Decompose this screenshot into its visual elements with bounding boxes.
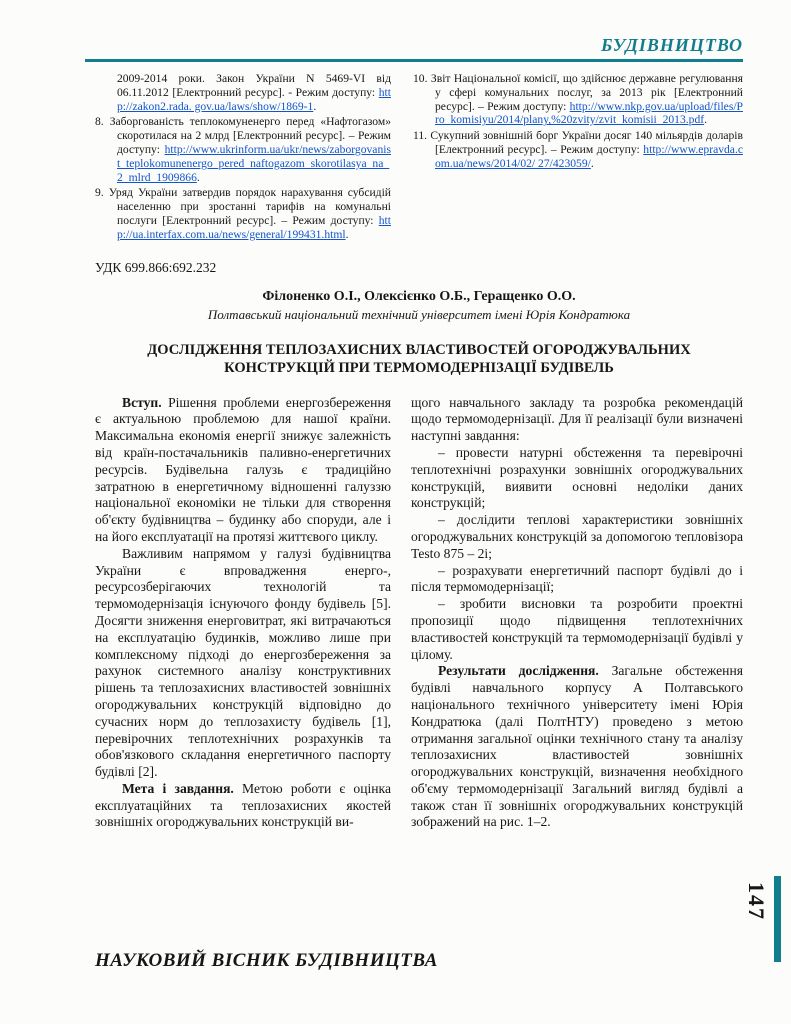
ref-pre-text: Заборгованість теплокомуненерго перед «Нафтогазом» скоротилася на 2 млрд [Електронний ресурс]. – Режим доступу: [109, 115, 392, 156]
paragraph [411, 563, 743, 597]
reference-item [413, 129, 743, 170]
paragraph-lead: Результати дослідження. [438, 663, 612, 679]
paragraph-text: щого навчального закладу та розробка рекомендацій щодо термомодернізації. Для її реалізації були визначені наступні завдання: [411, 394, 743, 444]
ref-pre-text: Звіт Національної комісії, що здійснює державне регулювання у сфері комунальних послуг, за 2013 рік [Електронний ресурс]. – Режим доступу: [430, 72, 744, 113]
ref-link[interactable]: http://zakon2.rada. gov.ua/laws/show/1869-1 [117, 85, 391, 113]
ref-pre-text: Сукупний зовнішній борг України досяг 140 мільярдів доларів [Електронний ресурс]. – Режим доступу: [430, 129, 743, 156]
body-left-column [95, 395, 391, 832]
reference-item [95, 72, 391, 113]
paragraph-text: Рішення проблеми енергозбереження є актуальною проблемою для нашої країни. Максимальна економія енергії знижує залежність від країн-постачальників паливно-енергетичних ресурсів. Будівельна галузь є традиційно затратною в енергетичному відношенні галуззю національної економіки не тільки для створення об'єкту будівництва – будинку або споруди, але і на його експлуатації на протязі життєвого циклу. [95, 394, 391, 544]
ref-post-text: . [313, 99, 317, 113]
reference-item [95, 115, 391, 184]
ref-post-text: . [196, 170, 200, 184]
paragraph-text: Метою роботи є оцінка експлуатаційних та теплозахисних якостей зовнішніх огороджувальних конструкцій ви- [95, 780, 391, 830]
ref-pre-text: Уряд України затвердив порядок нарахування субсидій населенню при зростанні тарифів на комунальні послуги [Електронний ресурс]. – Режим доступу: [108, 186, 391, 227]
references-left-column [95, 72, 391, 244]
article-body [95, 395, 743, 832]
udc-code: УДК 699.866:692.232 [95, 259, 217, 275]
ref-post-text: . [345, 227, 349, 241]
ref-post-text: . [704, 113, 708, 127]
article-title: ДОСЛІДЖЕННЯ ТЕПЛОЗАХИСНИХ ВЛАСТИВОСТЕЙ ОГОРОДЖУВАЛЬНИХ КОНСТРУКЦІЙ ПРИ ТЕРМОМОДЕРНІЗАЦІЇ БУДІВЕЛЬ [147, 341, 691, 376]
authors-line: Філоненко О.І., Олексієнко О.Б., Геращенко О.О. [262, 288, 576, 304]
references-section [95, 72, 743, 244]
paragraph-text: Загальне обстеження будівлі навчального корпусу А Полтавського національного технічного університету імені Юрія Кондратюка (далі ПолтНТУ) проведено з метою отримання загальної оцінки технічного стану та аналізу теплозахисних властивостей зовнішніх огороджувальних конструкцій, визначення необхідного об'єму термомодернізації Загальний вигляд будівлі а також стан її зовнішніх огороджувальних конструкцій зображений на рис. 1–2. [411, 663, 743, 830]
ref-number: 11. [413, 129, 431, 143]
references-right-column [413, 72, 743, 244]
ref-post-text: . [590, 156, 594, 170]
paragraph-lead: Вступ. [122, 394, 169, 410]
ref-number: 8. [95, 115, 110, 129]
paragraph-lead: Мета і завдання. [122, 780, 243, 796]
paragraph [411, 596, 743, 663]
paragraph-text: – зробити висновки та розробити проектні пропозиції щодо підвищення теплотехнічних властивостей конструкцій та термомодернізації будівлі у цілому. [411, 596, 743, 662]
journal-footer: НАУКОВИЙ ВІСНИК БУДІВНИЦТВА [95, 950, 438, 971]
ref-link[interactable]: http://www.ukrinform.ua/ukr/news/zaborgovanist_teplokomunenergo_pered_naftogazom_skorotilasya_na_2_mlrd_1909866 [117, 142, 391, 184]
reference-item [413, 72, 743, 127]
paragraph [411, 395, 743, 445]
paragraph [411, 663, 743, 831]
paragraph [95, 546, 391, 781]
paragraph [95, 781, 391, 831]
paragraph-text: Важливим напрямом у галузі будівництва України є впровадження енерго-, ресурсозберігаючих технологій та термомодернізація існуючого фонду будівель [5]. Досягти зниження енерговитрат, які витрачаються на експлуатацію будинків, можливо лише при комплексному підході до енергозбереження за рахунок системного аналізу конструктивних рішень та теплозахисних властивостей зовнішніх огороджувальних конструкцій відповідно до сучасних норм до теплозахисту будівель [1], перевірочних теплотехнічних розрахунків та обов'язкового складання енергетичного паспорту будівлі [2]. [95, 545, 391, 780]
paragraph-text: – розрахувати енергетичний паспорт будівлі до і після термомодернізації; [411, 562, 743, 595]
page-content [95, 34, 743, 831]
paragraph-text: – провести натурні обстеження та перевірочні теплотехнічні розрахунки зовнішніх огороджувальних конструкцій, виявити основні недоліки даних конструкцій; [411, 444, 743, 511]
ref-number: 10. [413, 72, 431, 85]
paragraph-text: – дослідити теплові характеристики зовнішніх огороджувальних конструкцій за допомогою тепловізора Testo 875 – 2i; [411, 512, 743, 561]
accent-bar [774, 876, 781, 962]
ref-link[interactable]: http://ua.interfax.com.ua/news/general/199431.html [117, 213, 391, 241]
reference-item [95, 186, 391, 241]
ref-pre-text: 2009-2014 роки. Закон України N 5469-VI від 06.11.2012 [Електронний ресурс]. - Режим доступу: [117, 72, 391, 99]
section-header: БУДІВНИЦТВО [601, 35, 743, 55]
ref-number: 9. [95, 186, 109, 200]
ref-link[interactable]: http://www.epravda.com.ua/news/2014/02/ 27/423059/ [435, 142, 743, 170]
paragraph [411, 445, 743, 512]
paragraph [411, 512, 743, 562]
ref-link[interactable]: http://www.nkp.gov.ua/upload/files/Pro_komisiyu/2014/plany,%20zvity/zvit_komisii_2013.pdf [435, 99, 743, 127]
body-right-column [411, 395, 743, 832]
page-number: 147 [744, 882, 769, 921]
affiliation-line: Полтавський національний технічний університет імені Юрія Кондратюка [207, 306, 631, 322]
header-rule [85, 59, 743, 62]
paragraph [95, 395, 391, 546]
